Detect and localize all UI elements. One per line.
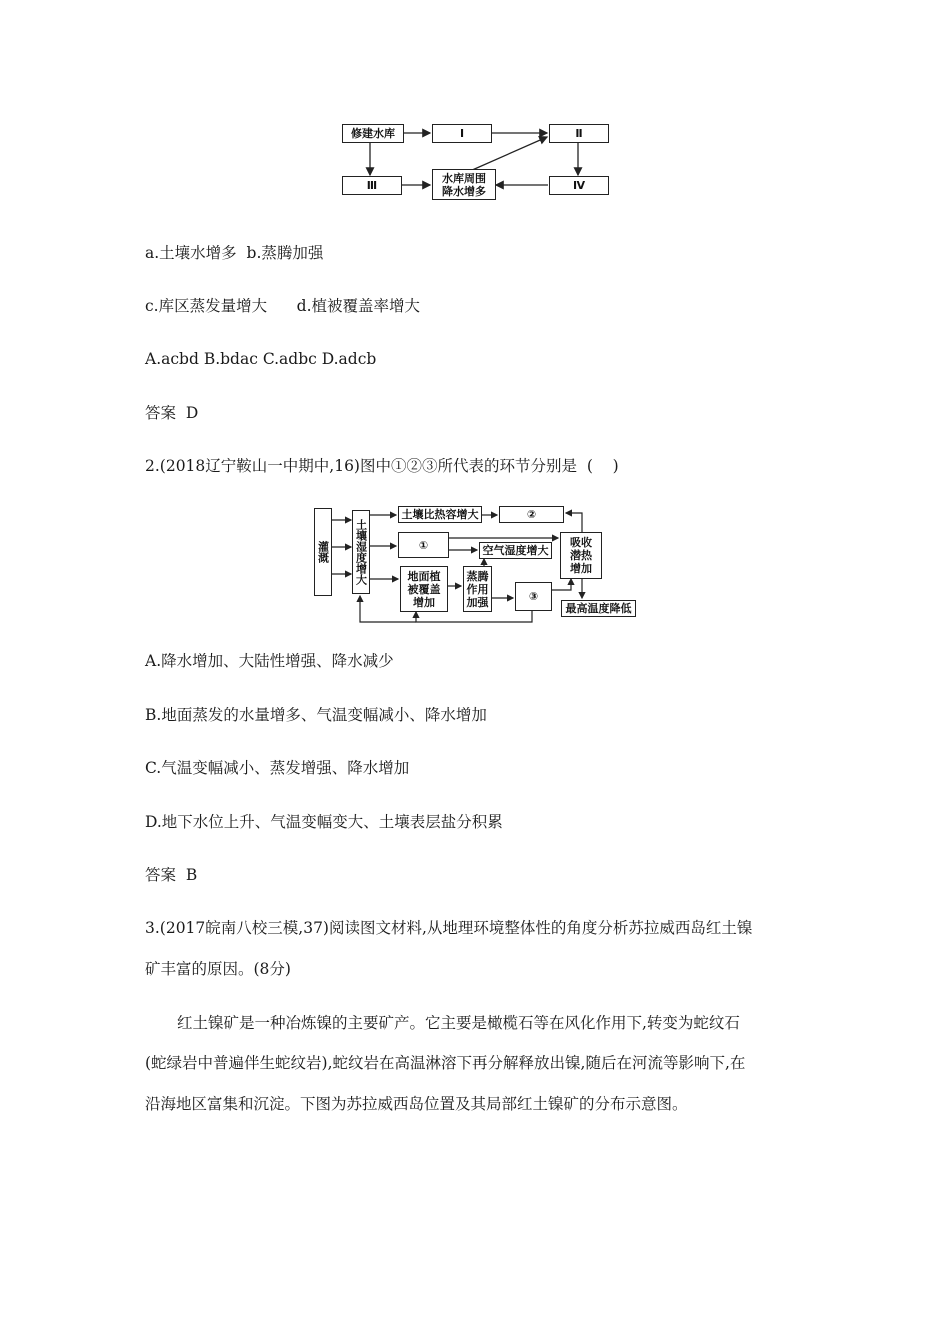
q3-paragraph-line1: 红土镍矿是一种冶炼镍的主要矿产。它主要是橄榄石等在风化作用下,转变为蛇纹石 <box>177 1014 740 1032</box>
box-soil-humidity: 土壤湿度增大 <box>352 510 370 594</box>
box-node-III: Ⅲ <box>342 176 402 195</box>
box-absorb-heat: 吸收潜热增加 <box>560 532 602 579</box>
box-transpiration: 蒸腾作用加强 <box>463 566 492 612</box>
box-node-II: Ⅱ <box>549 124 609 143</box>
box-circle2: ② <box>499 506 564 523</box>
box-node-IV: Ⅳ <box>549 176 609 195</box>
irrigation-flow-diagram <box>312 502 638 626</box>
reservoir-flow-diagram <box>340 120 612 202</box>
q1-choices: A.acbd B.bdac C.adbc D.adcb <box>145 350 377 368</box>
q3-paragraph-line2: (蛇绿岩中普遍伴生蛇纹岩),蛇纹岩在高温淋溶下再分解释放出镍,随后在河流等影响下,在 <box>145 1054 746 1072</box>
arrow-loop-to-veg <box>416 611 532 622</box>
q1-options-cd: c.库区蒸发量增大 d.植被覆盖率增大 <box>145 297 421 315</box>
q2-answer: 答案 B <box>145 866 198 884</box>
q2-option-b: B.地面蒸发的水量增多、气温变幅减小、降水增加 <box>145 706 487 724</box>
q2-option-c: C.气温变幅减小、蒸发增强、降水增加 <box>145 759 410 777</box>
box-air-humidity: 空气湿度增大 <box>479 542 552 559</box>
q3-stem-line2: 矿丰富的原因。(8分) <box>145 960 291 978</box>
arrow-circle3-to-absorb <box>552 579 571 590</box>
box-soil-heat: 土壤比热容增大 <box>398 506 482 523</box>
q1-answer: 答案 D <box>145 404 199 422</box>
box-more-rain: 水库周围降水增多 <box>432 169 496 200</box>
q2-option-d: D.地下水位上升、气温变幅变大、土壤表层盐分积累 <box>145 813 503 831</box>
q2-stem: 2.(2018辽宁鞍山一中期中,16)图中①②③所代表的环节分别是 ( ) <box>145 457 619 475</box>
box-build-reservoir: 修建水库 <box>342 124 404 143</box>
q1-options-ab: a.土壤水增多 b.蒸腾加强 <box>145 244 324 262</box>
box-irrigation: 灌溉 <box>314 508 332 596</box>
box-circle1: ① <box>398 532 449 558</box>
box-vegetation: 地面植被覆盖增加 <box>400 566 448 612</box>
box-circle3: ③ <box>515 582 552 611</box>
q3-stem-line1: 3.(2017皖南八校三模,37)阅读图文材料,从地理环境整体性的角度分析苏拉威西岛红土镍 <box>145 919 753 937</box>
box-max-temp: 最高温度降低 <box>561 600 636 617</box>
q2-option-a: A.降水增加、大陆性增强、降水减少 <box>145 652 394 670</box>
box-node-I: Ⅰ <box>432 124 492 143</box>
q3-paragraph-line3: 沿海地区富集和沉淀。下图为苏拉威西岛位置及其局部红土镍矿的分布示意图。 <box>145 1095 688 1113</box>
